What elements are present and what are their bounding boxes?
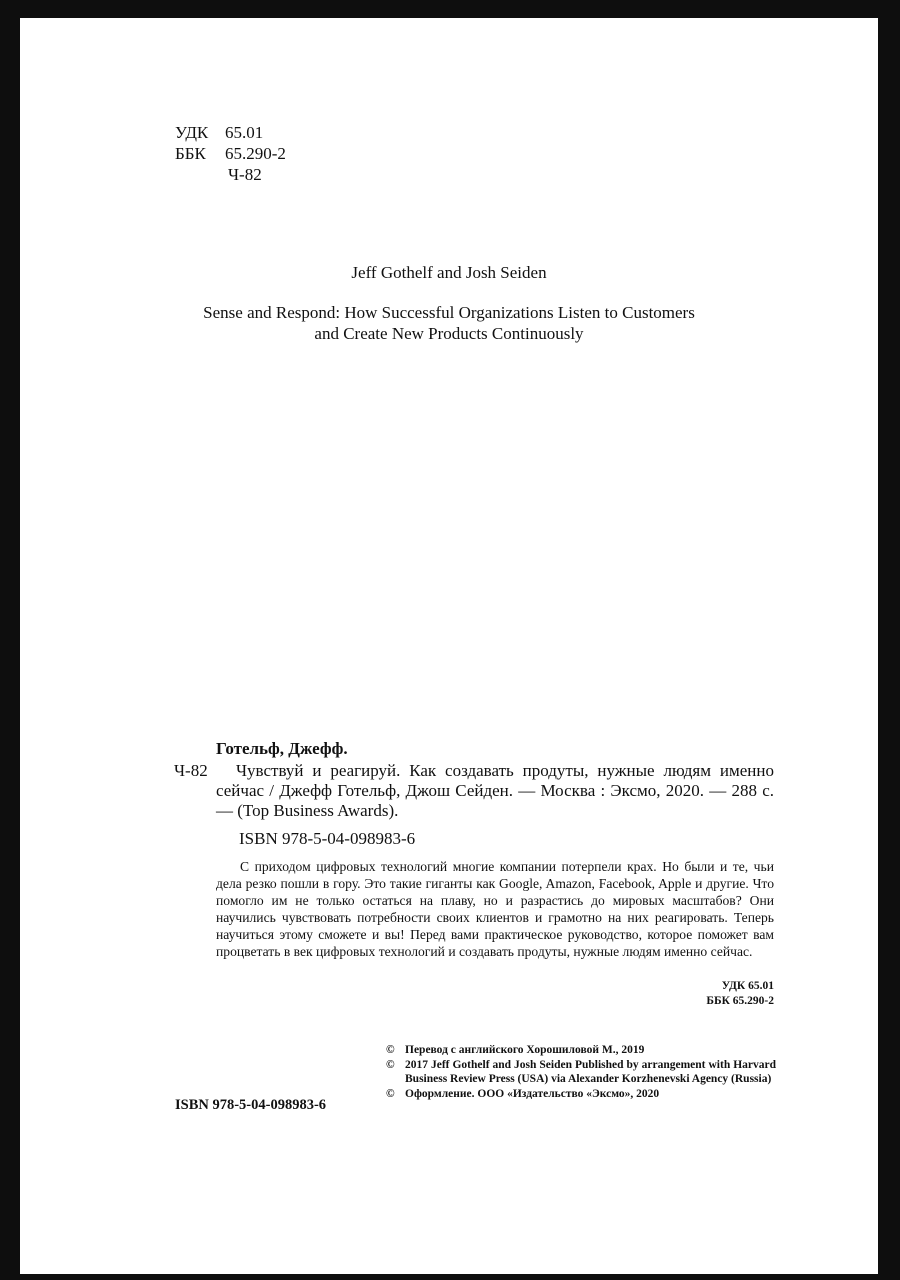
bbk-label: ББК [175, 144, 206, 163]
annotation-text: С приходом цифровых технологий многие компании потерпели крах. Но были и те, чьи дела резко пошли в гору. Это такие гиганты как Google, Amazon, Facebook, Apple и другие. Что помогло им не только остаться на плаву, но и разрастись до мировых масштабов? Они научились чувствовать потребности своих клиентов и грамотно на них реагировать. Теперь научиться этому сможете и вы! Перед вами практическое руководство, которое поможет вам процветать в век цифровых технологий и создавать продуты, нужные людям именно сейчас. [216, 859, 774, 959]
bibliography-author: Готельф, Джефф. [216, 739, 348, 758]
bbk-row [175, 143, 286, 164]
copyright-item [386, 1058, 776, 1087]
original-title-line-1: Sense and Respond: How Successful Organizations Listen to Customers [203, 303, 695, 322]
copyright-text: Оформление. ООО «Издательство «Эксмо», 2020 [405, 1087, 660, 1100]
bibliography-description: Чувствуй и реагируй. Как создавать продуты, нужные людям именно сейчас / Джефф Готельф, Джош Сейден. — Москва : Эксмо, 2020. — 288 с. — (Top Business Awards). [216, 761, 774, 820]
author-mark-row [175, 164, 286, 185]
original-title [20, 302, 878, 344]
copyright-text: Перевод с английского Хорошиловой М., 2019 [405, 1044, 645, 1056]
copyright-text: 2017 Jeff Gothelf and Josh Seiden Published by arrangement with Harvard Business Review Press (USA) via Alexander Korzhenevski Agency (Russia) [405, 1058, 776, 1085]
copyright-symbol: © [386, 1044, 395, 1056]
original-authors: Jeff Gothelf and Josh Seiden [351, 263, 547, 282]
udk-label: УДК [175, 123, 209, 142]
footer-bbk: ББК 65.290-2 [706, 995, 774, 1007]
copyright-symbol: © [386, 1058, 395, 1071]
bbk-value: 65.290-2 [225, 144, 286, 163]
copyright-item [386, 1087, 776, 1102]
classification-block [175, 122, 286, 185]
footer-udk: УДК 65.01 [721, 980, 774, 992]
author-mark: Ч-82 [228, 165, 262, 184]
original-title-line-2: and Create New Products Continuously [314, 324, 584, 343]
bibliography-code: Ч-82 [174, 761, 208, 780]
udk-row [175, 122, 286, 143]
isbn-bottom: ISBN 978-5-04-098983-6 [175, 1097, 327, 1113]
copyright-item [386, 1043, 776, 1058]
bibliography-isbn: ISBN 978-5-04-098983-6 [239, 829, 416, 848]
udk-value: 65.01 [225, 123, 264, 142]
copyright-symbol: © [386, 1087, 395, 1100]
copyright-block [386, 1043, 776, 1101]
book-page [20, 18, 878, 1274]
classification-footer [660, 979, 774, 1009]
